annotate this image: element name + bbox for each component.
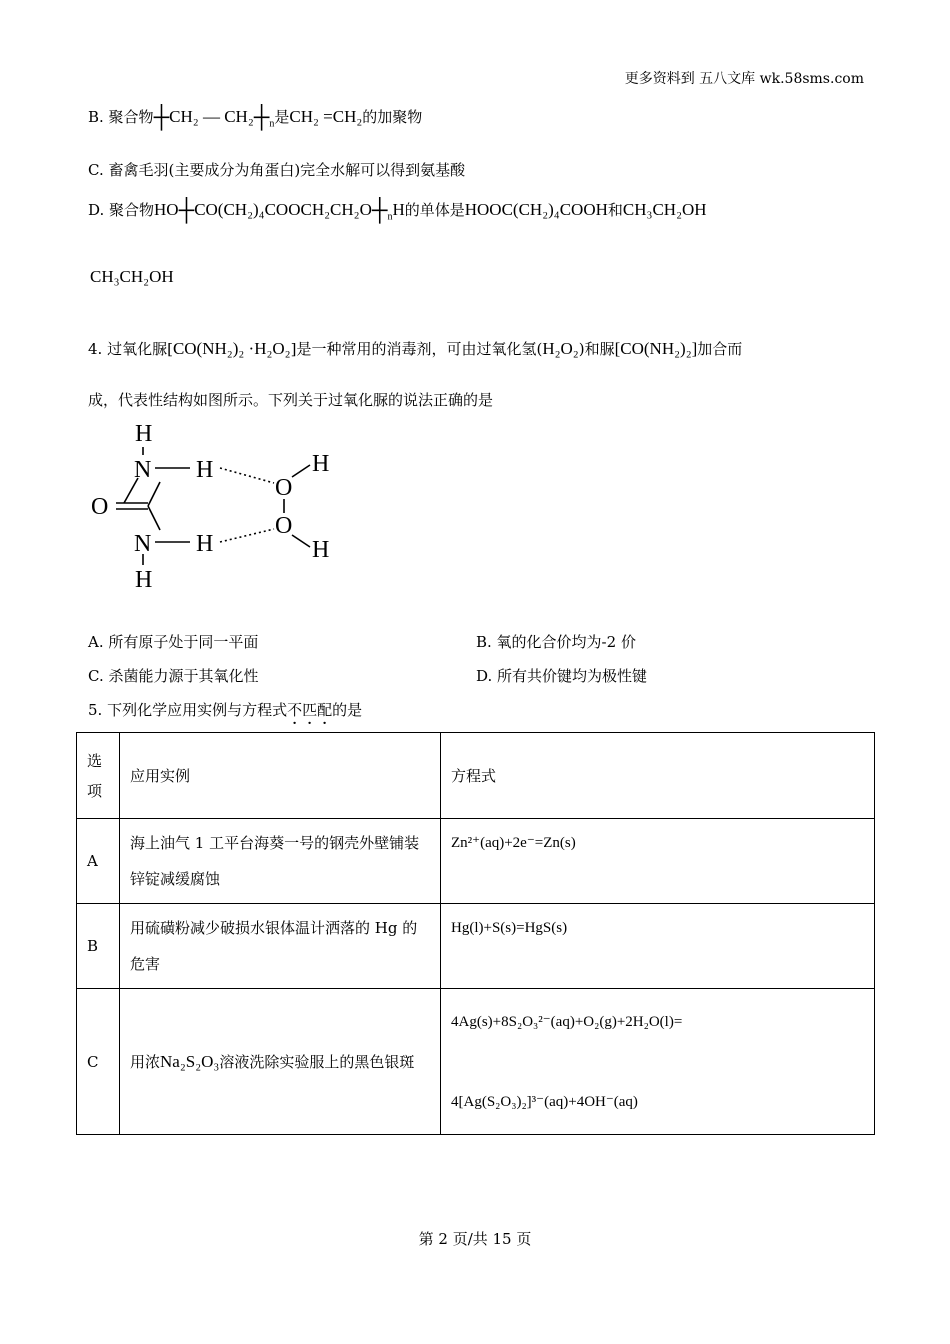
bond-c-n-bottom bbox=[148, 506, 160, 530]
q3-option-c: C. 畜禽毛羽(主要成分为角蛋白)完全水解可以得到氨基酸 bbox=[88, 161, 466, 179]
q5-stem-emph-2: 匹 bbox=[302, 701, 318, 719]
row-c-example-formula: Na₂S₂O₃ bbox=[160, 1051, 220, 1071]
q5-stem bbox=[88, 699, 362, 720]
q5-table bbox=[76, 732, 875, 1135]
q3-b-monomer: CH₂ =CH₂ bbox=[289, 107, 363, 126]
q5-stem-emph-1: 不 bbox=[287, 701, 303, 719]
header-equation: 方程式 bbox=[441, 733, 875, 819]
bond-o-h-bottom bbox=[292, 535, 310, 547]
row-a-example: 海上油气 1 工平台海葵一号的钢壳外壁铺装锌锭减缓腐蚀 bbox=[120, 819, 441, 904]
q4-formula: CO(NH₂)₂ ·H₂O₂ bbox=[172, 339, 291, 358]
q3-option-d bbox=[88, 197, 707, 223]
atom-o-lower: O bbox=[275, 513, 293, 539]
peroxyurea-structure bbox=[80, 415, 350, 595]
q4-option-b: B. 氧的化合价均为-2 价 bbox=[476, 633, 636, 651]
hbond-bottom bbox=[220, 529, 274, 542]
q3-d-n: n bbox=[387, 211, 393, 223]
row-c-option: C bbox=[77, 989, 120, 1135]
header-option-line2: 项 bbox=[87, 781, 103, 800]
atom-n-bottom: N bbox=[134, 531, 152, 557]
site-watermark: 更多资料到 五八文库 wk.58sms.com bbox=[624, 71, 864, 87]
q3-d-monomer2: CH₃CH₂OH bbox=[622, 200, 707, 219]
q3-d-extra-formula: CH₃CH₂OH bbox=[90, 267, 174, 286]
q3-d-monomer1: HOOC(CH₂)₄COOH bbox=[464, 200, 608, 219]
row-c-equation-line2: 4[Ag(S₂O₃)₂]³⁻(aq)+4OH⁻(aq) bbox=[451, 1093, 638, 1110]
row-c-example bbox=[120, 989, 441, 1135]
header-option-line1: 选 bbox=[87, 751, 103, 770]
q3-b-prefix: B. 聚合物 bbox=[88, 108, 154, 126]
atom-h-n-bottom: H bbox=[196, 531, 214, 557]
page-number: 第 2 页/共 15 页 bbox=[418, 1230, 532, 1248]
header-option bbox=[77, 733, 120, 819]
row-a-option: A bbox=[77, 819, 120, 904]
atom-o-upper: O bbox=[275, 475, 293, 501]
row-b-equation: Hg(l)+S(s)=HgS(s) bbox=[441, 904, 875, 989]
row-c-equation-line1: 4Ag(s)+8S₂O₃²⁻(aq)+O₂(g)+2H₂O(l)= bbox=[451, 1013, 683, 1030]
q3-d-mid: 的单体是 bbox=[404, 201, 465, 219]
row-c-example-pre: 用浓 bbox=[130, 1052, 161, 1071]
row-b-example: 用硫磺粉减少破损水银体温计洒落的 Hg 的危害 bbox=[120, 904, 441, 989]
q4-option-d: D. 所有共价键均为极性键 bbox=[476, 667, 648, 685]
table-row bbox=[77, 819, 875, 904]
q3-d-prefix: D. 聚合物 bbox=[88, 201, 155, 219]
bond-c-n-top bbox=[148, 482, 160, 506]
q5-stem-post: 的是 bbox=[332, 701, 363, 719]
table-row bbox=[77, 989, 875, 1135]
atom-n-top: N bbox=[134, 457, 152, 483]
bond-o-h-top bbox=[292, 465, 310, 477]
q4-stem-part2: ]是一种常用的消毒剂，可由过氧化氢( bbox=[290, 340, 543, 358]
q4-option-a: A. 所有原子处于同一平面 bbox=[88, 633, 259, 651]
q4-h2o2: H₂O₂ bbox=[542, 339, 579, 358]
atom-h-o-lower: H bbox=[312, 537, 330, 563]
atom-o-carbonyl: O bbox=[91, 494, 109, 520]
q3-b-n: n bbox=[269, 118, 275, 130]
table-row bbox=[77, 904, 875, 989]
table-header-row bbox=[77, 733, 875, 819]
q3-b-polymer: ┼CH₂ — $CH_2┼_n$ bbox=[153, 104, 275, 130]
q4-option-c: C. 杀菌能力源于其氧化性 bbox=[88, 667, 259, 685]
atom-h-bottom: H bbox=[135, 567, 153, 593]
q3-b-polymer-unit: CH₂ — CH₂ bbox=[169, 107, 254, 126]
q4-stem-part3: )和脲 bbox=[578, 340, 615, 358]
atom-h-o-upper: H bbox=[312, 451, 330, 477]
q3-b-suffix: 的加聚物 bbox=[362, 108, 423, 126]
q4-stem-line2: 成，代表性结构如图所示。下列关于过氧化脲的说法正确的是 bbox=[88, 391, 494, 409]
q3-d-polymer-head: HO bbox=[154, 200, 179, 219]
q4-stem-part4: 加合而 bbox=[697, 340, 743, 358]
q3-b-mid: 是 bbox=[274, 108, 290, 126]
q5-stem-emph-3: 配 bbox=[317, 701, 333, 719]
atom-h-top: H bbox=[135, 421, 153, 447]
row-c-example-post: 溶液洗除实验服上的黑色银斑 bbox=[219, 1052, 415, 1071]
atom-h-n-top: H bbox=[196, 457, 214, 483]
q3-d-polymer: $HO┼CO(CH_2)_4COOCH_2CH_2O┼_nH$ bbox=[154, 197, 405, 223]
header-example: 应用实例 bbox=[120, 733, 441, 819]
row-a-equation: Zn²⁺(aq)+2e⁻=Zn(s) bbox=[441, 819, 875, 904]
q4-stem-line1 bbox=[88, 338, 742, 359]
row-c-equation bbox=[441, 989, 875, 1135]
q5-stem-pre: 5. 下列化学应用实例与方程式 bbox=[88, 701, 288, 719]
hbond-top bbox=[220, 468, 274, 483]
q3-option-b bbox=[88, 104, 422, 130]
q4-urea: [CO(NH₂)₂] bbox=[614, 339, 698, 358]
row-b-option: B bbox=[77, 904, 120, 989]
q3-d-and: 和 bbox=[607, 201, 623, 219]
q3-d-polymer-tail: H bbox=[392, 200, 405, 219]
q4-stem-part1: 4. 过氧化脲[ bbox=[88, 340, 173, 358]
q3-d-polymer-unit: CO(CH₂)₄COOCH₂CH₂O bbox=[194, 200, 372, 219]
